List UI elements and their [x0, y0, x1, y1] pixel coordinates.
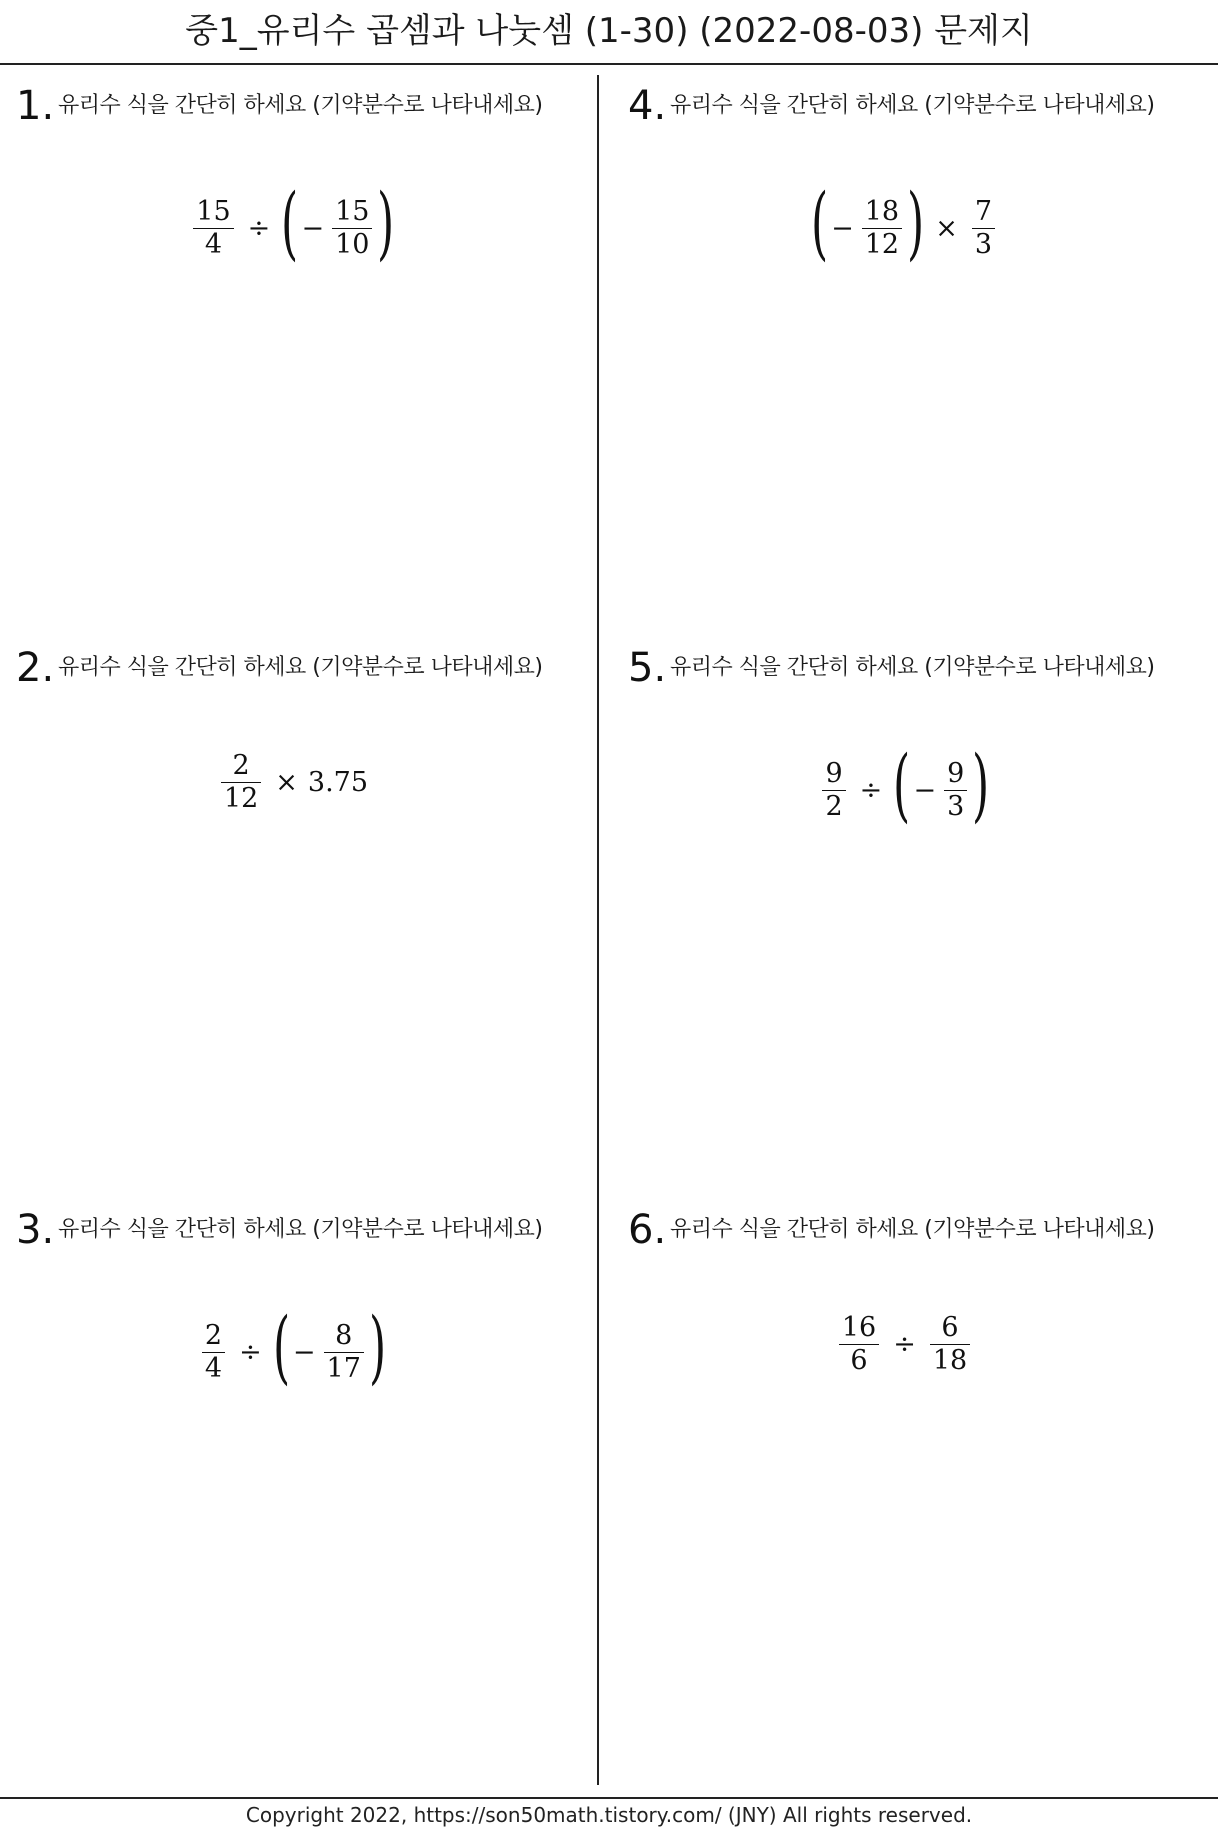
problem-instruction: 유리수 식을 간단히 하세요 (기약분수로 나타내세요) — [670, 1217, 1155, 1242]
math-expression — [612, 738, 1197, 831]
decimal-number: 3.75 — [307, 767, 369, 798]
fraction: $\frac{2}{12}$ — [221, 750, 261, 815]
problem-3 — [0, 1202, 585, 1762]
problem-1 — [0, 78, 585, 638]
column-divider — [597, 75, 599, 1785]
problem-6 — [612, 1202, 1197, 1762]
page-title: 중1_유리수 곱셈과 나눗셈 (1-30) (2022-08-03) 문제지 — [185, 11, 1033, 51]
left-paren: ( — [810, 176, 829, 269]
problem-2 — [0, 640, 585, 1200]
fraction: $\frac{9}{2}$ — [822, 758, 845, 823]
fraction: $\frac{18}{12}$ — [862, 196, 902, 261]
operator: ÷ — [859, 774, 883, 806]
problem-number: 1. — [16, 83, 55, 129]
left-paren: ( — [272, 1300, 290, 1393]
math-expression — [0, 176, 585, 269]
minus-sign: − — [301, 212, 325, 244]
fraction: $\frac{2}{4}$ — [202, 1320, 225, 1385]
right-paren: ) — [972, 738, 990, 831]
problem-number: 6. — [628, 1207, 667, 1253]
operator: × — [935, 212, 958, 244]
copyright-footer: Copyright 2022, https://son50math.tistory.com/ (JNY) All rights reserved. — [245, 1803, 973, 1827]
problem-instruction: 유리수 식을 간단히 하세요 (기약분수로 나타내세요) — [58, 655, 543, 680]
left-paren: ( — [893, 738, 911, 831]
operator: × — [275, 767, 298, 798]
fraction: $\frac{15}{4}$ — [193, 196, 233, 261]
operator: ÷ — [893, 1329, 916, 1360]
operator: ÷ — [247, 212, 271, 244]
fraction: $\frac{8}{17}$ — [324, 1320, 364, 1385]
right-paren: ) — [368, 1300, 387, 1393]
minus-sign: − — [292, 1336, 316, 1368]
minus-sign: − — [831, 212, 854, 244]
fraction: $\frac{16}{6}$ — [839, 1312, 879, 1377]
problem-instruction: 유리수 식을 간단히 하세요 (기약분수로 나타내세요) — [58, 93, 543, 118]
footer-rule — [0, 1797, 1218, 1799]
problem-number: 4. — [628, 83, 667, 129]
problem-number: 3. — [16, 1207, 55, 1253]
fraction: $\frac{15}{10}$ — [332, 196, 372, 261]
math-expression — [612, 1312, 1197, 1377]
left-paren: ( — [281, 176, 299, 269]
math-expression — [0, 750, 585, 815]
header-rule — [0, 63, 1218, 65]
math-expression — [0, 1300, 585, 1393]
problem-4 — [612, 78, 1197, 638]
right-paren: ) — [907, 176, 925, 269]
right-paren: ) — [377, 176, 395, 269]
fraction: $\frac{9}{3}$ — [944, 758, 967, 823]
problem-number: 5. — [628, 645, 667, 691]
problem-number: 2. — [16, 645, 55, 691]
minus-sign: − — [913, 774, 937, 806]
fraction: $\frac{7}{3}$ — [972, 196, 995, 261]
problem-5 — [612, 640, 1197, 1200]
problem-instruction: 유리수 식을 간단히 하세요 (기약분수로 나타내세요) — [670, 655, 1155, 680]
problem-instruction: 유리수 식을 간단히 하세요 (기약분수로 나타내세요) — [670, 93, 1155, 118]
fraction: $\frac{6}{18}$ — [930, 1312, 970, 1377]
problem-instruction: 유리수 식을 간단히 하세요 (기약분수로 나타내세요) — [58, 1217, 543, 1242]
math-expression — [612, 176, 1197, 269]
operator: ÷ — [239, 1336, 262, 1368]
